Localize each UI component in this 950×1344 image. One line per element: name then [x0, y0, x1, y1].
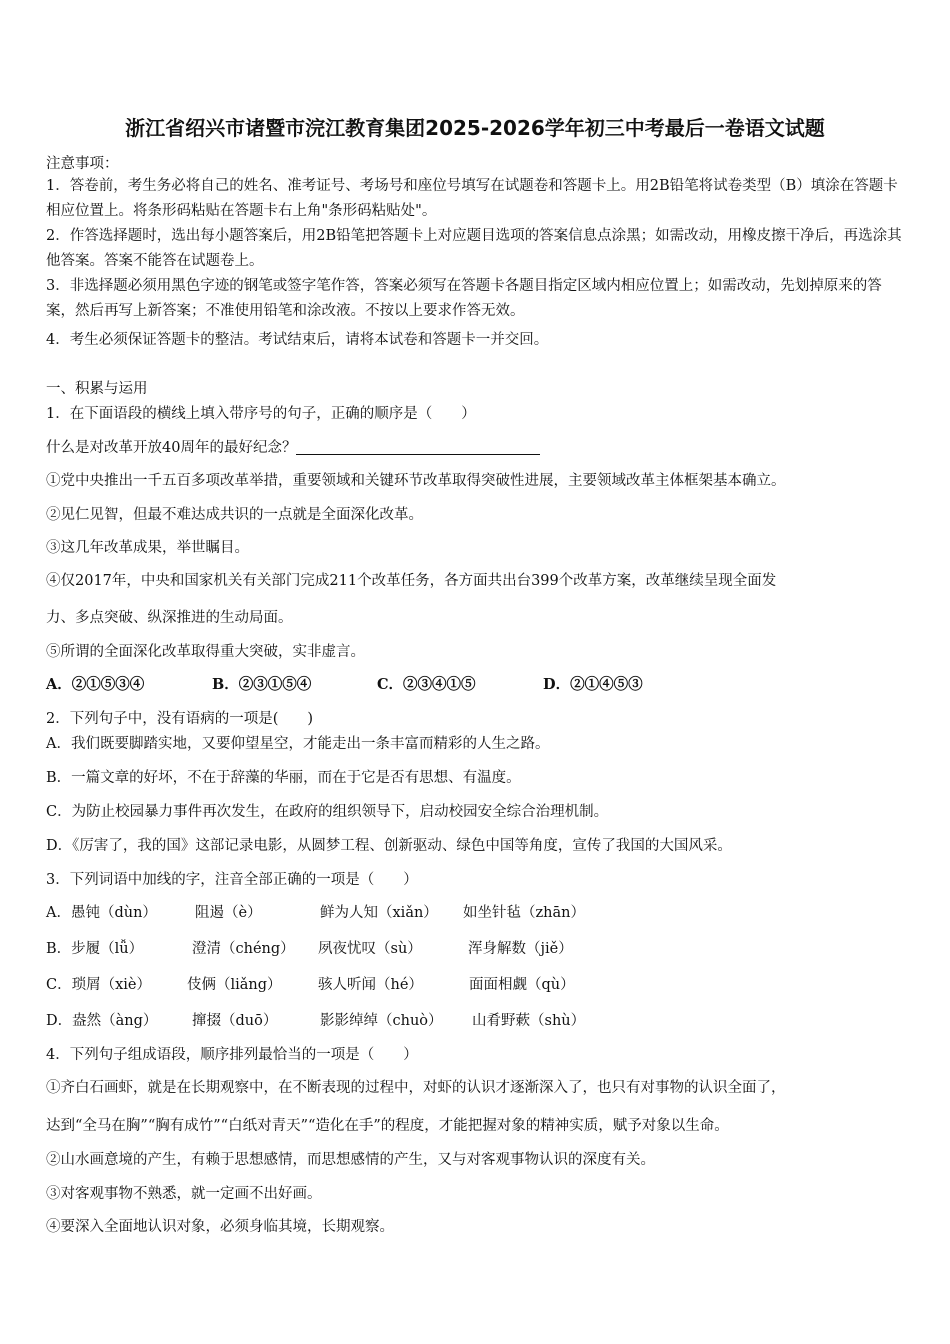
notice-item-1: 1．答卷前，考生务必将自己的姓名、准考证号、考场号和座位号填写在试题卷和答题卡上。用2B铅笔将试卷类型（B）填涂在答题卡相应位置上。将条形码粘贴在答题卡右上角"条形码粘贴处"。	[46, 178, 898, 219]
q3-d-3: 影影绰绰（chuò）	[320, 1013, 443, 1029]
q3-c-4: 面面相觑（qù）	[469, 977, 575, 993]
q3-c-2: 伎俩（liǎng）	[187, 977, 282, 993]
q4-stem: 4．下列句子组成语段，顺序排列最恰当的一项是（ ）	[46, 1047, 418, 1063]
page-title: 浙江省绍兴市诸暨市浣江教育集团2025-2026学年初三中考最后一卷语文试题	[125, 116, 825, 140]
q2-option-c: C．为防止校园暴力事件再次发生，在政府的组织领导下，启动校园安全综合治理机制。	[46, 804, 609, 820]
q4-sentence-3: ③对客观事物不熟悉，就一定画不出好画。	[46, 1186, 322, 1202]
q3-a-3: 鲜为人知（xiǎn）	[320, 905, 438, 921]
q3-d-2: 撺掇（duō）	[192, 1013, 278, 1029]
notice-item-3: 3．非选择题必须用黑色字迹的钢笔或签字笔作答，答案必须写在答题卡各题目指定区域内相应位置上；如需改动，先划掉原来的答案，然后再写上新答案；不准使用铅笔和涂改液。不按以上要求作答无效。	[46, 278, 882, 319]
q3-a-2: 阻遏（è）	[195, 905, 262, 921]
q2-option-a: A．我们既要脚踏实地，又要仰望星空，才能走出一条丰富而精彩的人生之路。	[46, 736, 550, 752]
q1-answer-blank	[296, 440, 540, 455]
q2-stem: 2．下列句子中，没有语病的一项是( )	[46, 711, 314, 727]
q2-option-b: B．一篇文章的好坏，不在于辞藻的华丽，而在于它是否有思想、有温度。	[46, 770, 521, 786]
q3-d-1: D．盎然（àng）	[46, 1013, 158, 1029]
q3-b-4: 浑身解数（jiě）	[468, 941, 573, 957]
q2-option-d: D．《厉害了，我的国》这部记录电影，从圆梦工程、创新驱动、绿色中国等角度，宣传了我国的大国风采。	[46, 838, 732, 854]
notice-heading: 注意事项：	[46, 156, 119, 172]
notice-item-4: 4．考生必须保证答题卡的整洁。考试结束后，请将本试卷和答题卡一并交回。	[46, 332, 549, 348]
notice-item-2: 2．作答选择题时，选出每小题答案后，用2B铅笔把答题卡上对应题目选项的答案信息点涂黑；如需改动，用橡皮擦干净后，再选涂其他答案。答案不能答在试题卷上。	[46, 228, 902, 269]
q1-sentence-3: ③这几年改革成果，举世瞩目。	[46, 540, 249, 556]
q4-sentence-1b: 达到“全马在胸”“胸有成竹”“白纸对青天”“造化在手”的程度，才能把握对象的精神实质，赋予对象以生命。	[46, 1118, 729, 1134]
q1-sentence-4a: ④仅2017年，中央和国家机关有关部门完成211个改革任务，各方面共出台399个改革方案，改革继续呈现全面发	[46, 573, 777, 589]
q1-sentence-2: ②见仁见智，但最不难达成共识的一点就是全面深化改革。	[46, 507, 423, 523]
q1-stem: 1．在下面语段的横线上填入带序号的句子，正确的顺序是（ ）	[46, 406, 476, 422]
q3-a-4: 如坐针毡（zhān）	[463, 905, 585, 921]
q1-option-a: A．②①⑤③④	[46, 676, 145, 693]
q3-b-2: 澄清（chéng）	[192, 941, 295, 957]
q3-c-3: 骇人听闻（hé）	[318, 977, 423, 993]
q3-c-1: C．琐屑（xiè）	[46, 977, 151, 993]
q4-sentence-4: ④要深入全面地认识对象，必须身临其境，长期观察。	[46, 1219, 394, 1235]
q3-stem: 3．下列词语中加线的字，注音全部正确的一项是（ ）	[46, 872, 418, 888]
q1-option-b: B．②③①⑤④	[212, 676, 312, 693]
q4-sentence-2: ②山水画意境的产生，有赖于思想感情，而思想感情的产生，又与对客观事物认识的深度有关。	[46, 1152, 655, 1168]
q1-sentence-5: ⑤所谓的全面深化改革取得重大突破，实非虚言。	[46, 644, 365, 660]
q1-prompt	[46, 436, 906, 457]
q1-option-d: D．②①④⑤③	[543, 676, 643, 693]
q3-b-3: 夙夜忧叹（sù）	[318, 941, 422, 957]
q1-sentence-4b: 力、多点突破、纵深推进的生动局面。	[46, 610, 293, 626]
q3-a-1: A．愚钝（dùn）	[46, 905, 157, 921]
q3-b-1: B．步履（lǚ）	[46, 941, 144, 957]
q1-prompt-text: 什么是对改革开放40周年的最好纪念？	[46, 440, 297, 456]
section-heading: 一、积累与运用	[46, 381, 148, 397]
q4-sentence-1a: ①齐白石画虾，就是在长期观察中，在不断表现的过程中，对虾的认识才逐渐深入了，也只有对事物的认识全面了，	[46, 1080, 786, 1096]
q1-option-c: C．②③④①⑤	[377, 676, 476, 693]
q1-sentence-1: ①党中央推出一千五百多项改革举措，重要领域和关键环节改革取得突破性进展，主要领域改革主体框架基本确立。	[46, 473, 786, 489]
q3-d-4: 山肴野蔌（shù）	[472, 1013, 586, 1029]
